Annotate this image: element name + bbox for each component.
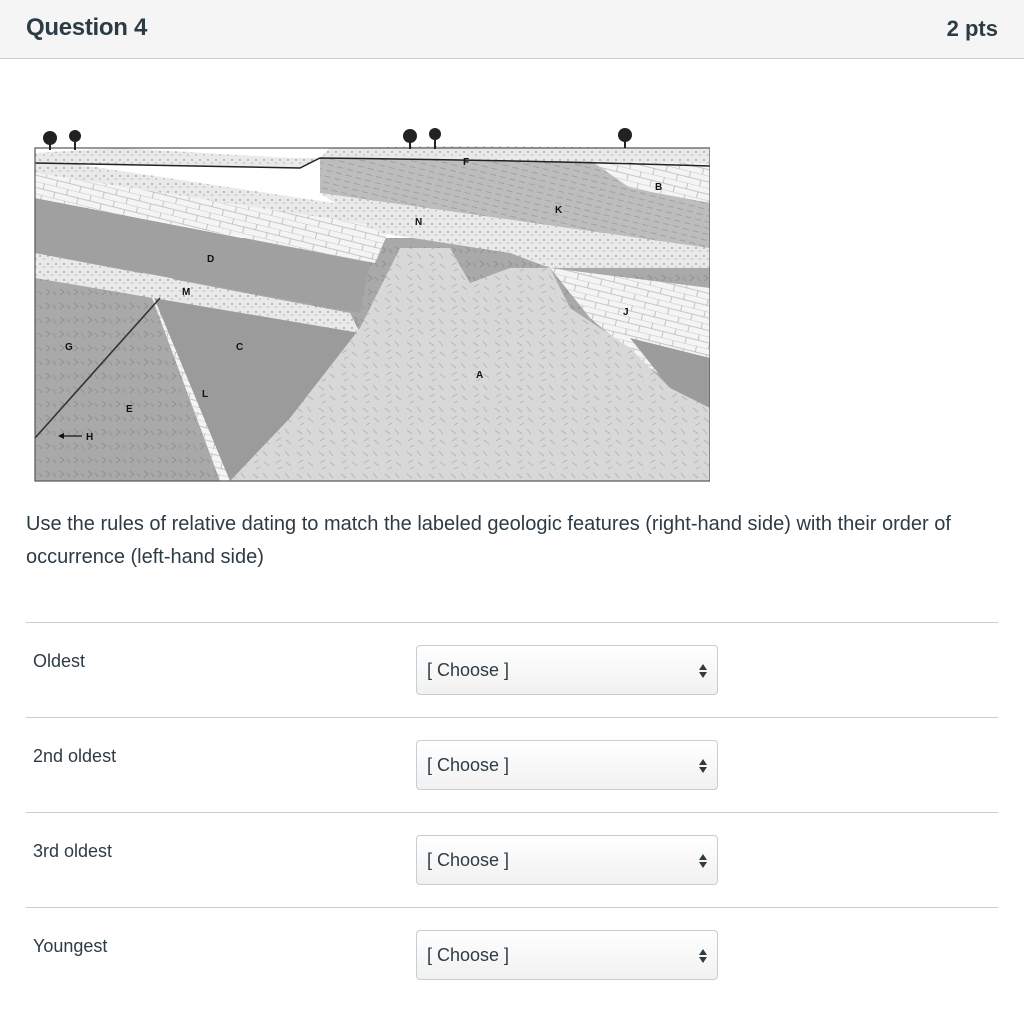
label-l: L [202, 389, 209, 400]
label-e: E [126, 404, 133, 415]
answer-select-youngest[interactable] [416, 930, 718, 980]
select-arrows-icon [698, 663, 708, 679]
label-d: D [207, 254, 215, 265]
label-b: B [655, 182, 663, 193]
geologic-cross-section-figure [30, 118, 710, 484]
answer-select-2nd-oldest[interactable] [416, 740, 718, 790]
select-arrows-icon [698, 948, 708, 964]
select-value: [ Choose ] [427, 850, 510, 870]
question-prompt: Use the rules of relative dating to match the labeled geologic features (right-hand side) with their order of occurrence (left-hand side) [26, 513, 951, 568]
label-f: F [463, 157, 470, 168]
label-n: N [415, 217, 423, 228]
question-header [0, 0, 1024, 59]
answer-label: Oldest [33, 651, 86, 671]
answer-row-oldest [26, 622, 998, 718]
answer-select-oldest[interactable] [416, 645, 718, 695]
answer-label: Youngest [33, 936, 108, 956]
question-title: Question 4 [26, 14, 148, 41]
answer-label: 2nd oldest [33, 746, 117, 766]
answer-row-3rd-oldest [26, 812, 998, 908]
select-value: [ Choose ] [427, 945, 510, 965]
label-h: H [86, 432, 94, 443]
answer-select-3rd-oldest[interactable] [416, 835, 718, 885]
answer-label: 3rd oldest [33, 841, 113, 861]
label-a: A [476, 370, 484, 381]
answer-row-2nd-oldest [26, 717, 998, 813]
answer-row-youngest [26, 907, 998, 1003]
select-arrows-icon [698, 758, 708, 774]
label-m: M [182, 287, 191, 298]
label-j: J [623, 307, 629, 318]
question-points: 2 pts [946, 16, 998, 41]
label-g: G [65, 342, 73, 353]
label-c: C [236, 342, 244, 353]
select-value: [ Choose ] [427, 660, 510, 680]
label-k: K [555, 205, 563, 216]
select-arrows-icon [698, 853, 708, 869]
trees [43, 128, 632, 150]
select-value: [ Choose ] [427, 755, 510, 775]
